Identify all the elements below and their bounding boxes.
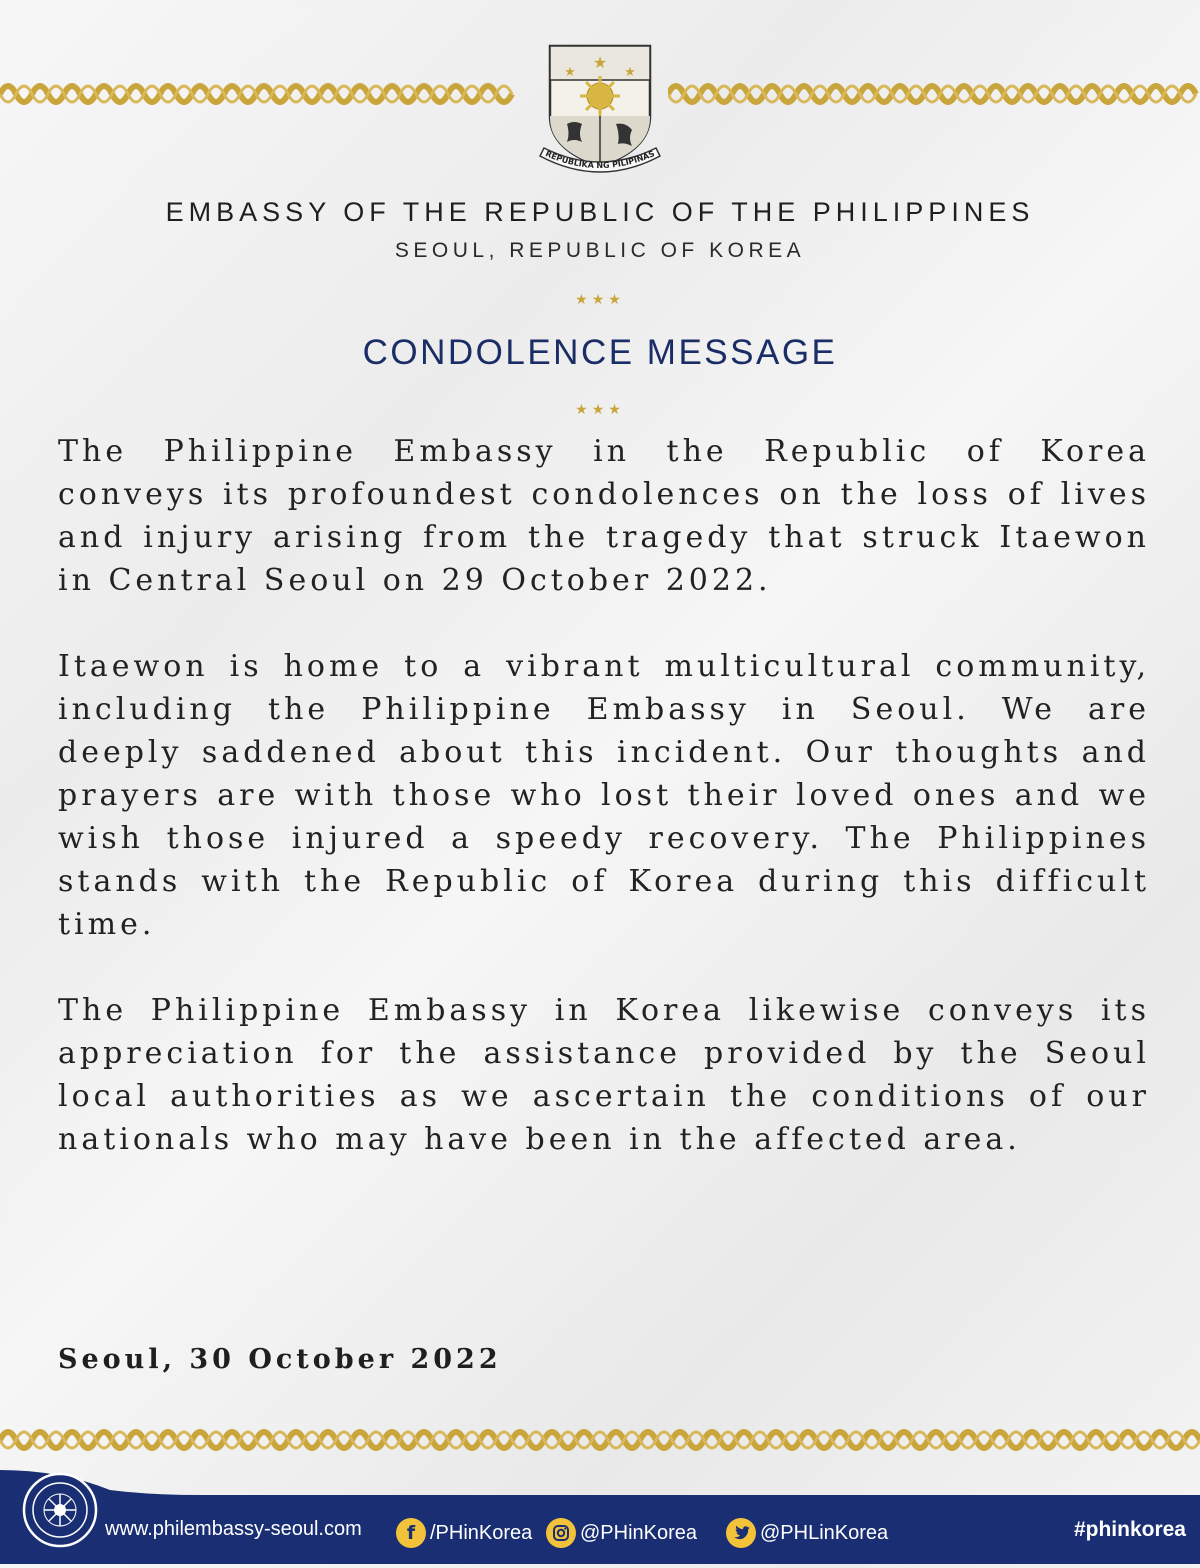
paragraph-3: The Philippine Embassy in Korea likewise conveys its appreciation for the assistance provided by the Seoul local authorities as we ascertain the conditions of our nationals who may have been in the affected area. xyxy=(58,993,1150,1157)
website-text[interactable]: www.philembassy-seoul.com xyxy=(105,1518,362,1540)
svg-text:★: ★ xyxy=(564,65,576,80)
twitter-link[interactable] xyxy=(726,1518,888,1548)
instagram-handle[interactable]: @PHinKorea xyxy=(580,1521,698,1544)
gold-wave-top-right xyxy=(668,72,1200,116)
dateline: Seoul, 30 October 2022 xyxy=(58,1344,502,1375)
dfa-logo-icon xyxy=(20,1470,100,1550)
embassy-title: EMBASSY OF THE REPUBLIC OF THE PHILIPPINES xyxy=(165,197,1035,227)
twitter-icon xyxy=(726,1518,756,1548)
gold-wave-bottom xyxy=(0,1418,1200,1462)
svg-text:★: ★ xyxy=(592,53,608,72)
stars-divider-bottom: ★★★ xyxy=(575,402,625,418)
instagram-link[interactable] xyxy=(546,1518,697,1548)
svg-text:★: ★ xyxy=(624,65,636,80)
seal-ribbon-text: REPUBLIKA NG PILIPINAS xyxy=(544,149,656,171)
instagram-icon xyxy=(546,1518,576,1548)
embassy-subtitle: SEOUL, REPUBLIC OF KOREA xyxy=(394,239,806,262)
stars-divider-top: ★★★ xyxy=(575,292,625,308)
paragraph-1: The Philippine Embassy in the Republic of Korea conveys its profoundest condolences on the loss of lives and injury arising from the tragedy that struck Itaewon in Central Seoul on 29 October 2022. xyxy=(58,434,1150,598)
paragraph-2: Itaewon is home to a vibrant multicultural community, including the Philippine Embassy in Seoul. We are deeply saddened about this incident. Our thoughts and prayers are with those who lost their loved ones and we wish those injured a speedy recovery. The Philippines stands with the Republic of Korea during this difficult time. xyxy=(58,649,1150,942)
twitter-handle[interactable]: @PHLinKorea xyxy=(760,1521,889,1544)
hashtag: #phinkorea xyxy=(1073,1518,1186,1541)
facebook-handle[interactable]: /PHinKorea xyxy=(430,1521,533,1544)
facebook-link[interactable] xyxy=(396,1518,532,1548)
document-title: CONDOLENCE MESSAGE xyxy=(362,333,838,372)
website-link[interactable] xyxy=(105,1518,362,1541)
message-body xyxy=(58,430,1150,1204)
gold-wave-top-left xyxy=(0,72,520,116)
philippine-seal-icon xyxy=(532,38,668,178)
facebook-icon: f xyxy=(396,1518,426,1548)
